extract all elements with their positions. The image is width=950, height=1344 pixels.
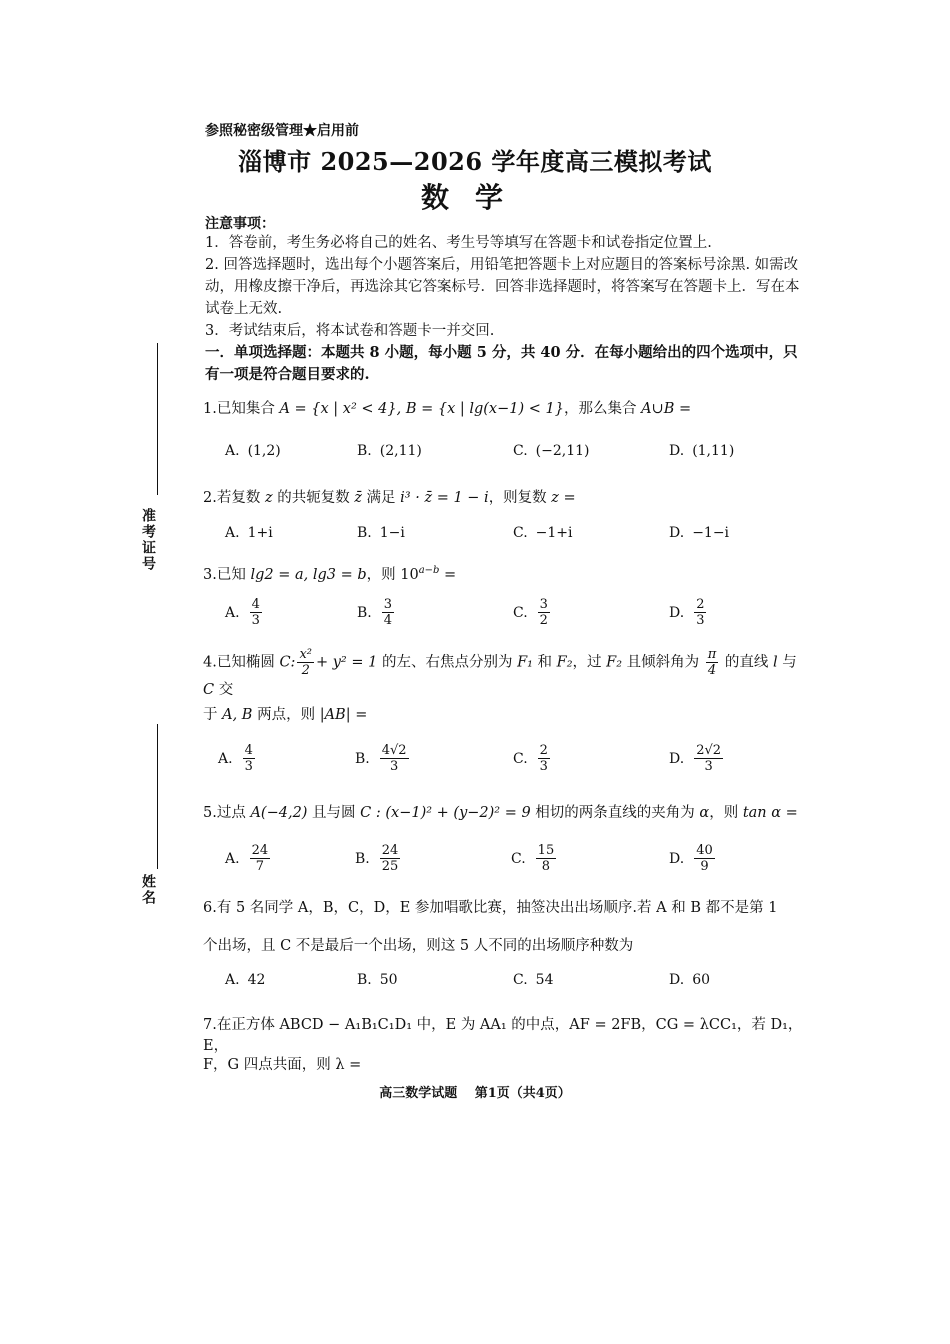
q6-b-label: B.	[357, 972, 372, 988]
question-2-stem	[203, 486, 803, 507]
q2-text-e: =	[558, 490, 576, 506]
q2-option-c	[513, 525, 573, 541]
q5-alpha: α	[699, 805, 710, 821]
q5-d-num: 40	[696, 843, 713, 858]
q1-option-b	[357, 443, 422, 459]
q2-d-label: D.	[669, 525, 685, 541]
q2-z-2: z	[551, 490, 559, 506]
q1-option-a	[225, 443, 281, 459]
q1-option-c	[513, 443, 590, 459]
q5-d-fraction	[694, 843, 715, 874]
q4-b-fraction	[380, 743, 409, 774]
q4-ellipse-num: x²	[299, 647, 312, 662]
q3-b-den: 4	[383, 613, 393, 628]
q4-d-label: D.	[669, 750, 685, 767]
q3-c-den: 2	[539, 613, 548, 628]
q5-b-num: 24	[381, 843, 399, 858]
q4-c-den: 3	[539, 759, 548, 774]
q4-b-label: B.	[355, 750, 370, 767]
q6-d-text: 60	[692, 972, 711, 988]
q4-abs-ab: |AB| =	[319, 707, 368, 723]
q2-text-c: 满足	[361, 490, 401, 506]
q5-option-d	[669, 843, 717, 874]
question-6-line-1: 6.有 5 名同学 A，B，C，D，E 参加唱歌比赛，抽签决出出场顺序.若 A 和 B 都不是第 1	[203, 900, 778, 916]
q1-a-label: A.	[225, 443, 240, 459]
q4-text-e: 的直线	[720, 654, 773, 671]
q4-a-den: 3	[244, 759, 253, 774]
q4-c: C	[203, 682, 215, 698]
q4-c-num: 2	[539, 743, 548, 758]
q5-d-label: D.	[669, 850, 685, 867]
q3-given: lg2 = a, lg3 = b	[250, 567, 367, 583]
q2-zbar: z̄	[354, 490, 362, 506]
q1-b-label: B.	[357, 443, 372, 459]
q2-c-label: C.	[513, 525, 528, 541]
question-5-stem	[203, 801, 803, 822]
q3-option-a	[225, 597, 264, 628]
q4-option-c	[513, 743, 552, 774]
q4-a-num: 4	[244, 743, 253, 758]
q6-d-label: D.	[669, 972, 685, 988]
q3-d-den: 3	[696, 613, 705, 628]
q4-a-fraction	[243, 743, 255, 774]
q4-l: l	[773, 654, 778, 671]
exam-title: 淄博市 2025—2026 学年度高三模拟考试	[238, 147, 712, 176]
q4-c-label: C.	[513, 750, 528, 767]
q3-d-fraction	[694, 597, 706, 628]
name-line	[157, 724, 158, 869]
q4-f1: F₁	[517, 654, 533, 671]
q2-text-d: ，则复数	[488, 490, 552, 506]
q4-f2-2: F₂	[606, 654, 623, 671]
q4-text-a: 4.已知椭圆	[203, 654, 280, 671]
q5-b-fraction	[380, 843, 401, 874]
q5-a-fraction	[250, 843, 271, 874]
q5-point: A(−4,2)	[250, 805, 308, 821]
q1-c-text: (−2,11)	[535, 443, 590, 459]
q4-b-den: 3	[390, 759, 399, 774]
q4-ellipse-c: C:	[279, 654, 296, 671]
q3-d-num: 2	[696, 597, 705, 612]
q4-c-fraction	[538, 743, 550, 774]
q4-ellipse-rest: + y² = 1	[315, 654, 378, 671]
q4-text-c: ，过	[572, 654, 607, 671]
question-4-stem	[203, 647, 803, 699]
q1-c-label: C.	[513, 443, 528, 459]
q3-option-b	[357, 597, 396, 628]
q4-text-g: 交	[214, 682, 234, 698]
q3-b-label: B.	[357, 604, 372, 621]
q4-angle-fraction	[706, 647, 719, 678]
q1-d-label: D.	[669, 443, 685, 459]
q3-a-fraction	[250, 597, 262, 628]
q1-text-a: 1.已知集合	[203, 401, 280, 417]
q3-text-c: =	[439, 567, 457, 583]
q2-a-label: A.	[225, 525, 240, 541]
q4-d-num: 2√2	[696, 743, 722, 758]
q3-pow-base: 10	[400, 567, 419, 583]
q3-c-fraction	[538, 597, 550, 628]
q3-a-num: 4	[251, 597, 260, 612]
q3-d-label: D.	[669, 604, 685, 621]
question-7-line-1: 7.在正方体 ABCD − A₁B₁C₁D₁ 中，E 为 AA₁ 的中点，AF = 2FB，CG = λCC₁，若 D₁，E，	[203, 1017, 803, 1054]
q2-b-label: B.	[357, 525, 372, 541]
q4-four: 4	[707, 663, 717, 678]
q2-c-text: −1+i	[535, 525, 573, 541]
q6-a-text: 42	[247, 972, 266, 988]
q4-a-label: A.	[218, 750, 233, 767]
q5-option-c	[511, 843, 558, 874]
q5-option-a	[225, 843, 272, 874]
notice-item-1: 1．答卷前，考生务必将自己的姓名、考生号等填写在答题卡和试卷指定位置上.	[205, 235, 712, 251]
secret-level-note: 参照秘密级管理★启用前	[205, 123, 359, 139]
q3-text-a: 3.已知	[203, 567, 251, 583]
notice-item-3: 3．考试结束后，将本试卷和答题卡一并交回.	[205, 323, 495, 339]
q3-option-d	[669, 597, 708, 628]
q6-c-label: C.	[513, 972, 528, 988]
q4-text-b: 的左、右焦点分别为	[377, 654, 518, 671]
question-6-line-2: 个出场，且 C 不是最后一个出场，则这 5 人不同的出场顺序种数为	[203, 938, 634, 954]
q4-and: 和	[532, 654, 557, 671]
q4-f2: F₂	[556, 654, 573, 671]
q5-a-den: 7	[255, 859, 264, 874]
q5-text-d: ，则	[709, 805, 743, 821]
name-label: 姓名	[140, 874, 156, 906]
q4-pi: π	[707, 647, 717, 662]
q6-option-d	[669, 972, 710, 988]
q2-b-text: 1−i	[379, 525, 405, 541]
q3-pow-exp: a−b	[418, 565, 440, 577]
notice-heading: 注意事项：	[205, 216, 275, 232]
q2-d-text: −1−i	[692, 525, 730, 541]
q1-text-b: ，那么集合	[563, 401, 642, 417]
question-1-stem	[203, 397, 803, 418]
q1-a-text: (1,2)	[247, 443, 281, 459]
section-heading: 一．单项选择题：本题共 8 小题，每小题 5 分，共 40 分．在每小题给出的四个选项中，只有一项是符合题目要求的.	[205, 344, 798, 383]
q6-c-text: 54	[535, 972, 554, 988]
q1-union: A∪B =	[641, 401, 692, 417]
exam-id-label: 准考证号	[140, 508, 156, 572]
q6-option-b	[357, 972, 398, 988]
q4-text-d: 且倾斜角为	[622, 654, 704, 671]
q4-d-fraction	[694, 743, 723, 774]
q5-d-den: 9	[700, 859, 709, 874]
page-footer: 高三数学试题 第1页（共4页）	[379, 1086, 571, 1101]
q5-b-label: B.	[355, 850, 370, 867]
q4-line2-a: 于	[203, 707, 223, 723]
q6-option-c	[513, 972, 554, 988]
q3-c-num: 3	[539, 597, 548, 612]
q6-option-a	[225, 972, 265, 988]
q5-text-a: 5.过点	[203, 805, 251, 821]
q3-b-num: 3	[383, 597, 393, 612]
q5-a-num: 24	[251, 843, 269, 858]
q1-b-text: (2,11)	[379, 443, 422, 459]
q3-text-b: ，则	[366, 567, 401, 583]
q3-a-label: A.	[225, 604, 240, 621]
q5-c-fraction	[536, 843, 557, 874]
q1-d-text: (1,11)	[692, 443, 735, 459]
q2-option-d	[669, 525, 729, 541]
q4-option-d	[669, 743, 725, 774]
question-4-line-2	[203, 703, 803, 724]
exam-id-line	[157, 343, 158, 495]
q5-c-num: 15	[537, 843, 555, 858]
q5-circle: C : (x−1)² + (y−2)² = 9	[360, 805, 531, 821]
question-3-stem	[203, 563, 803, 584]
q6-a-label: A.	[225, 972, 240, 988]
q5-text-c: 相切的两条直线的夹角为	[530, 805, 700, 821]
q4-ab: A, B	[222, 707, 253, 723]
q3-a-den: 3	[251, 613, 260, 628]
q4-ellipse-den: 2	[301, 663, 310, 678]
q5-c-den: 8	[541, 859, 551, 874]
q3-b-fraction	[382, 597, 394, 628]
q4-line2-b: 两点，则	[252, 707, 320, 723]
q4-d-den: 3	[704, 759, 713, 774]
question-7-line-2: F，G 四点共面，则 λ =	[203, 1057, 362, 1073]
q2-z: z	[264, 490, 273, 506]
q2-equation: i³ · z̄ = 1 − i	[400, 490, 489, 506]
q2-text-a: 2.若复数	[203, 490, 265, 506]
q4-b-num: 4√2	[381, 743, 407, 758]
q1-sets: A = {x | x² < 4}, B = {x | lg(x−1) < 1}	[279, 401, 564, 417]
q2-option-a	[225, 525, 273, 541]
q5-c-label: C.	[511, 850, 526, 867]
q3-option-c	[513, 597, 552, 628]
q5-option-b	[355, 843, 402, 874]
q2-a-text: 1+i	[247, 525, 273, 541]
q4-ellipse-fraction	[297, 647, 314, 678]
q3-c-label: C.	[513, 604, 528, 621]
q4-option-b	[355, 743, 411, 774]
q5-text-b: 且与圆	[307, 805, 361, 821]
q4-option-a	[218, 743, 257, 774]
q1-option-d	[669, 443, 734, 459]
q5-a-label: A.	[225, 850, 240, 867]
q5-b-den: 25	[381, 859, 399, 874]
q4-text-f: 与	[777, 654, 797, 671]
q5-tan: tan α =	[742, 805, 798, 821]
subject-title: 数学	[420, 181, 529, 214]
notice-item-2: 2. 回答选择题时，选出每个小题答案后，用铅笔把答题卡上对应题目的答案标号涂黑. 如需改动，用橡皮擦干净后，再选涂其它答案标号．回答非选择题时，将答案写在答题卡上．写在本试卷上无效.	[205, 257, 800, 317]
q2-text-b: 的共轭复数	[272, 490, 355, 506]
q6-b-text: 50	[379, 972, 398, 988]
q2-option-b	[357, 525, 405, 541]
